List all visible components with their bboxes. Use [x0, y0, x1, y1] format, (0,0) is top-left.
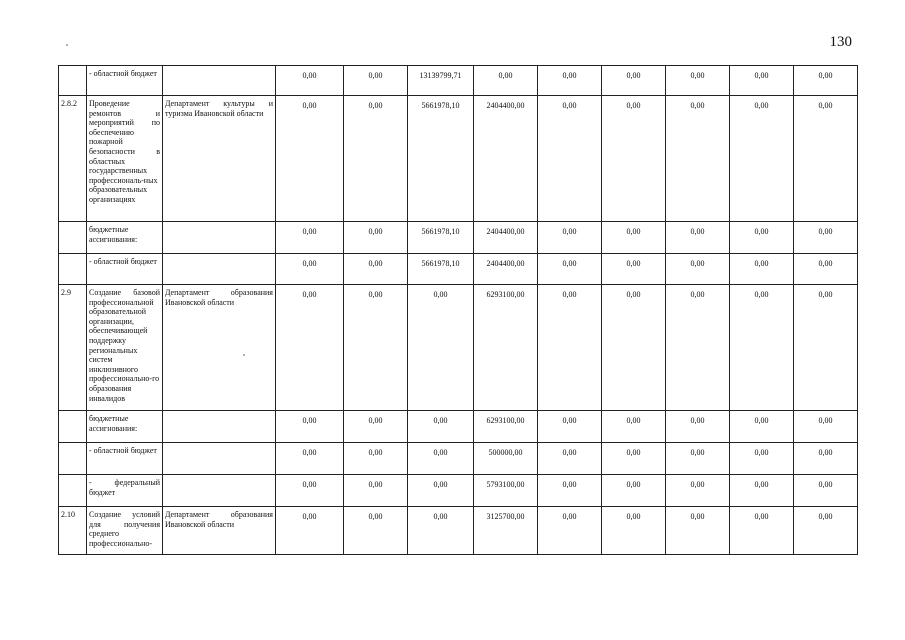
value-cell: 0,00 — [344, 507, 408, 555]
value-cell: 0,00 — [730, 222, 794, 254]
value-cell: 0,00 — [730, 285, 794, 411]
table-row — [59, 411, 858, 443]
value-cell: 0,00 — [276, 507, 344, 555]
value-cell: 0,00 — [538, 507, 602, 555]
row-description: - областной бюджет — [87, 254, 163, 285]
value-cell: 500000,00 — [474, 443, 538, 475]
row-executor — [163, 475, 276, 507]
value-cell: 13139799,71 — [408, 66, 474, 96]
value-cell: 0,00 — [538, 475, 602, 507]
table-row — [59, 66, 858, 96]
row-code — [59, 411, 87, 443]
value-cell: 0,00 — [602, 254, 666, 285]
value-cell: 0,00 — [794, 443, 858, 475]
value-cell: 0,00 — [730, 96, 794, 222]
row-description: - федеральный бюджет — [87, 475, 163, 507]
value-cell: 0,00 — [794, 254, 858, 285]
value-cell: 0,00 — [666, 411, 730, 443]
value-cell: 0,00 — [602, 475, 666, 507]
value-cell: 0,00 — [538, 222, 602, 254]
value-cell: 0,00 — [794, 475, 858, 507]
row-executor — [163, 411, 276, 443]
row-executor — [163, 254, 276, 285]
row-code — [59, 443, 87, 475]
value-cell: 6293100,00 — [474, 285, 538, 411]
value-cell: 2404400,00 — [474, 254, 538, 285]
value-cell: 0,00 — [538, 66, 602, 96]
table-row — [59, 443, 858, 475]
row-code — [59, 254, 87, 285]
row-description: Создание условий для получения среднего профессионально- — [87, 507, 163, 555]
row-description: бюджетные ассигнования: — [87, 411, 163, 443]
value-cell: 0,00 — [794, 285, 858, 411]
value-cell: 0,00 — [666, 507, 730, 555]
value-cell: 5793100,00 — [474, 475, 538, 507]
value-cell: 0,00 — [344, 96, 408, 222]
value-cell: 0,00 — [730, 411, 794, 443]
value-cell: 0,00 — [408, 443, 474, 475]
row-code: 2.9 — [59, 285, 87, 411]
value-cell: 0,00 — [730, 507, 794, 555]
value-cell: 0,00 — [666, 254, 730, 285]
value-cell: 0,00 — [666, 475, 730, 507]
row-code — [59, 475, 87, 507]
row-description: Создание базовой профессиональной образовательной организации, обеспечивающей поддержку региональных систем инклюзивного профессионально-го образования инвалидов — [87, 285, 163, 411]
value-cell: 0,00 — [666, 222, 730, 254]
value-cell: 0,00 — [538, 254, 602, 285]
value-cell: 2404400,00 — [474, 222, 538, 254]
value-cell: 0,00 — [666, 285, 730, 411]
value-cell: 0,00 — [344, 443, 408, 475]
value-cell: 0,00 — [408, 507, 474, 555]
value-cell: 0,00 — [344, 285, 408, 411]
row-executor: Департамент культуры и туризма Ивановской области — [163, 96, 276, 222]
value-cell: 0,00 — [538, 443, 602, 475]
value-cell: 0,00 — [474, 66, 538, 96]
budget-table — [58, 65, 858, 555]
value-cell: 0,00 — [344, 254, 408, 285]
value-cell: 0,00 — [538, 96, 602, 222]
value-cell: 0,00 — [602, 443, 666, 475]
value-cell: 0,00 — [276, 96, 344, 222]
table-row — [59, 222, 858, 254]
value-cell: 0,00 — [794, 411, 858, 443]
table-row — [59, 475, 858, 507]
value-cell: 0,00 — [602, 285, 666, 411]
value-cell: 0,00 — [602, 411, 666, 443]
row-code — [59, 222, 87, 254]
value-cell: 5661978,10 — [408, 254, 474, 285]
value-cell: 0,00 — [794, 507, 858, 555]
value-cell: 0,00 — [276, 222, 344, 254]
value-cell: 5661978,10 — [408, 222, 474, 254]
value-cell: 0,00 — [276, 411, 344, 443]
value-cell: 0,00 — [276, 285, 344, 411]
value-cell: 0,00 — [794, 96, 858, 222]
value-cell: 0,00 — [276, 475, 344, 507]
value-cell: 0,00 — [408, 411, 474, 443]
value-cell: 5661978,10 — [408, 96, 474, 222]
row-executor — [163, 66, 276, 96]
value-cell: 0,00 — [730, 66, 794, 96]
value-cell: 0,00 — [666, 96, 730, 222]
value-cell: 0,00 — [344, 222, 408, 254]
value-cell: 0,00 — [794, 66, 858, 96]
row-description: - областной бюджет — [87, 66, 163, 96]
row-executor: Департамент образования Ивановской области — [163, 285, 276, 411]
page-number: 130 — [829, 34, 852, 50]
table-row — [59, 254, 858, 285]
value-cell: 0,00 — [276, 66, 344, 96]
table-row — [59, 507, 858, 555]
value-cell: 6293100,00 — [474, 411, 538, 443]
value-cell: 3125700,00 — [474, 507, 538, 555]
value-cell: 0,00 — [408, 475, 474, 507]
row-executor — [163, 443, 276, 475]
value-cell: 0,00 — [730, 443, 794, 475]
value-cell: 0,00 — [730, 475, 794, 507]
value-cell: 0,00 — [602, 507, 666, 555]
row-code: 2.8.2 — [59, 96, 87, 222]
value-cell: 0,00 — [730, 254, 794, 285]
row-code — [59, 66, 87, 96]
value-cell: 0,00 — [276, 254, 344, 285]
value-cell: 0,00 — [666, 66, 730, 96]
value-cell: 0,00 — [602, 66, 666, 96]
table-row — [59, 96, 858, 222]
value-cell: 0,00 — [276, 443, 344, 475]
value-cell: 0,00 — [538, 285, 602, 411]
table-row — [59, 285, 858, 411]
scan-speck — [66, 44, 68, 46]
row-description: - областной бюджет — [87, 443, 163, 475]
value-cell: 0,00 — [344, 411, 408, 443]
value-cell: 0,00 — [602, 96, 666, 222]
value-cell: 0,00 — [408, 285, 474, 411]
value-cell: 0,00 — [344, 66, 408, 96]
row-description: бюджетные ассигнования: — [87, 222, 163, 254]
value-cell: 0,00 — [538, 411, 602, 443]
value-cell: 2404400,00 — [474, 96, 538, 222]
row-code: 2.10 — [59, 507, 87, 555]
value-cell: 0,00 — [344, 475, 408, 507]
value-cell: 0,00 — [794, 222, 858, 254]
row-description: Проведение ремонтов и мероприятий по обеспечению пожарной безопасности в областных государственных профессиональ-ных образовательных организациях — [87, 96, 163, 222]
value-cell: 0,00 — [602, 222, 666, 254]
value-cell: 0,00 — [666, 443, 730, 475]
row-executor: Департамент образования Ивановской области — [163, 507, 276, 555]
row-executor — [163, 222, 276, 254]
